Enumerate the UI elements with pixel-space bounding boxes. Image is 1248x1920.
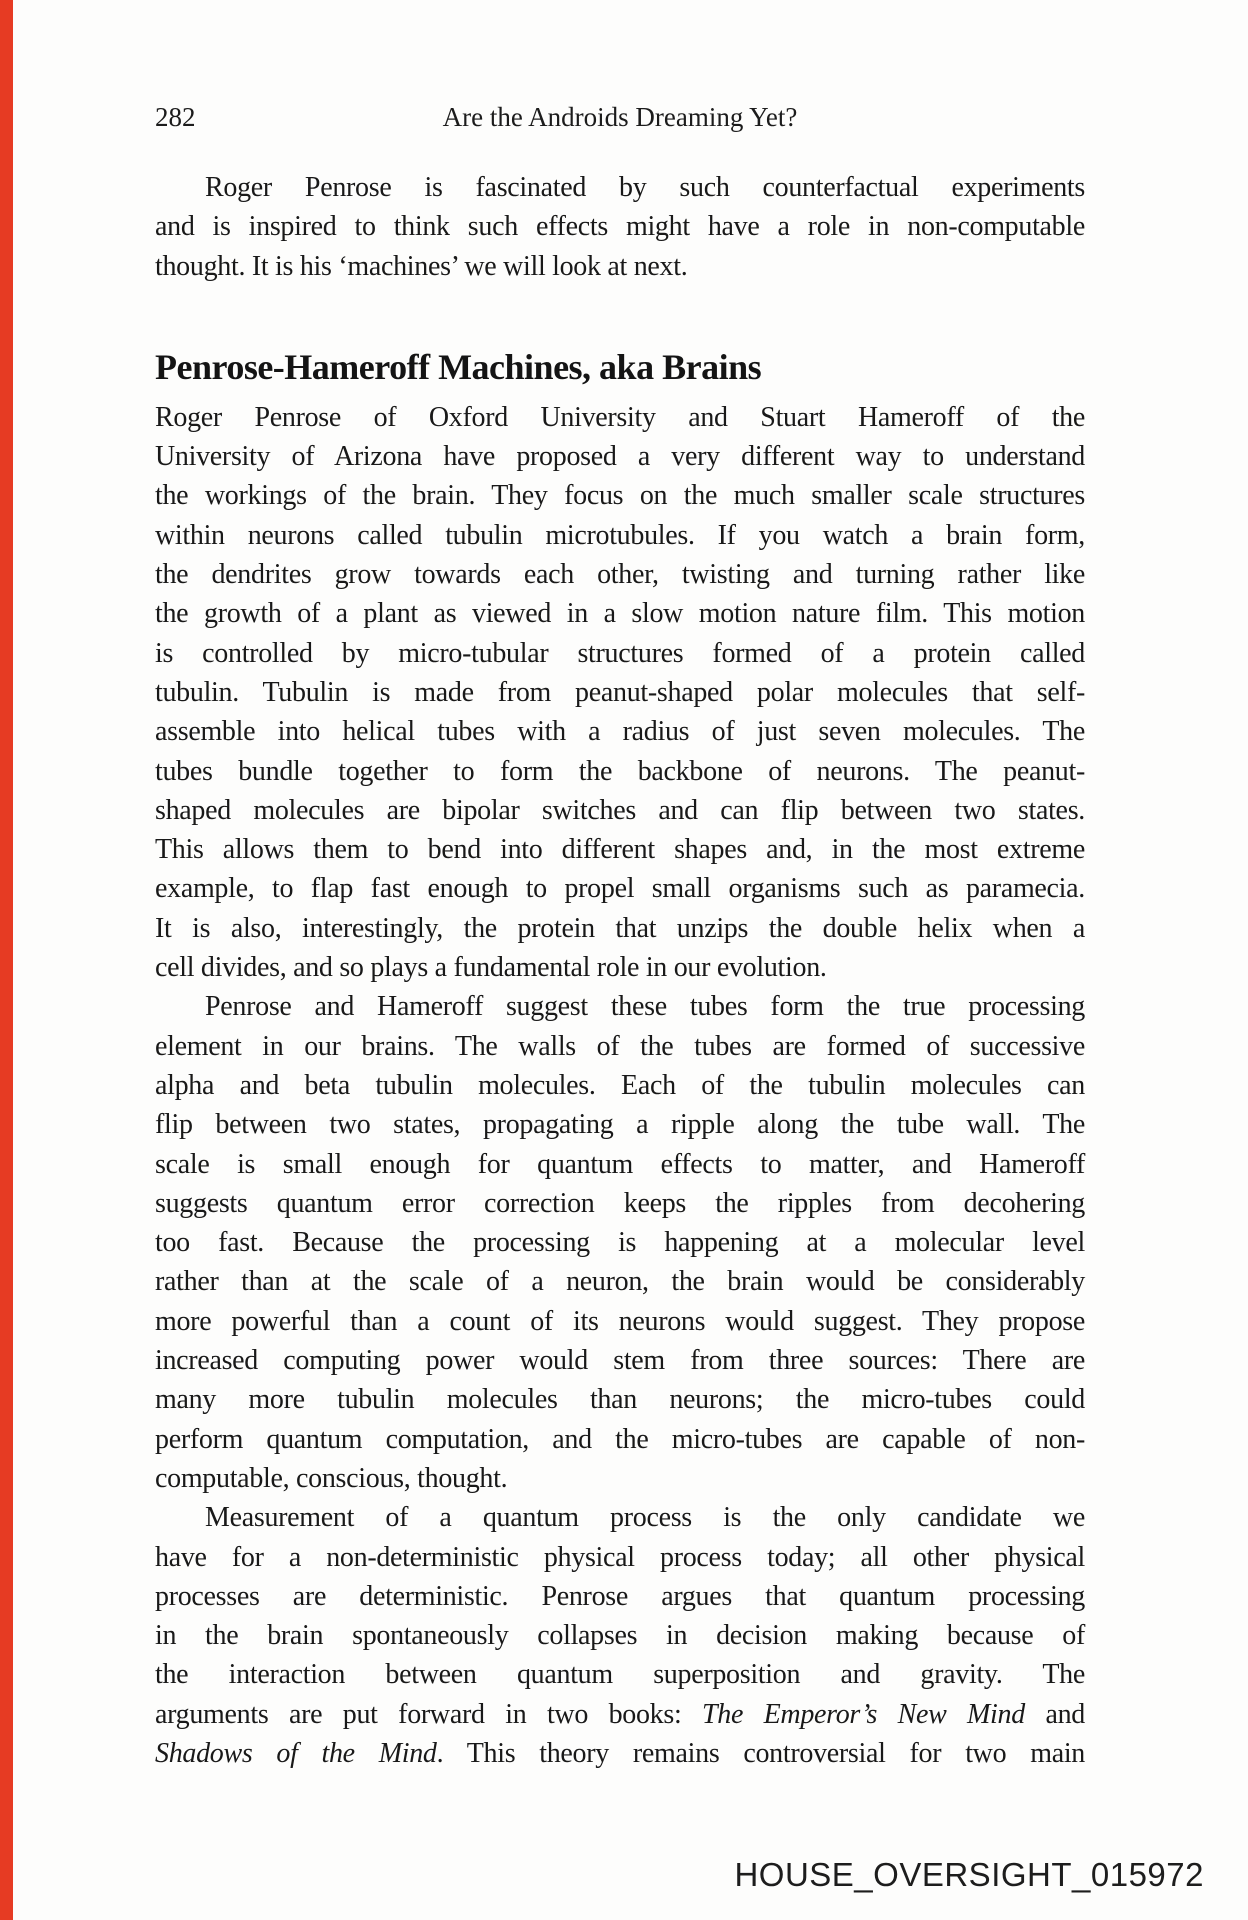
text-line — [155, 1420, 1085, 1459]
text-run: more powerful than a count of its neurons would suggest. They propose — [155, 1305, 1085, 1337]
text-line — [155, 437, 1085, 476]
book-title-italic: Shadows of the Mind — [155, 1737, 437, 1769]
text-run: University of Arizona have proposed a very different way to understand — [155, 441, 1085, 473]
text-line — [155, 1105, 1085, 1144]
text-run: tubes bundle together to form the backbone of neurons. The peanut- — [155, 755, 1085, 787]
text-run: and — [1024, 1698, 1085, 1730]
text-run: cell divides, and so plays a fundamental role in our evolution. — [155, 952, 827, 984]
text-line — [155, 909, 1085, 948]
text-line — [155, 1616, 1085, 1655]
text-run: arguments are put forward in two books: — [155, 1698, 702, 1730]
page-content — [155, 100, 1085, 1773]
text-run: increased computing power would stem from three sources: There are — [155, 1345, 1085, 1377]
text-run: computable, conscious, thought. — [155, 1462, 508, 1494]
text-line — [155, 1066, 1085, 1105]
text-line — [155, 1538, 1085, 1577]
text-line — [155, 1341, 1085, 1380]
text-line — [155, 1145, 1085, 1184]
page-number: 282 — [155, 102, 196, 132]
text-line — [155, 1498, 1085, 1537]
text-run: within neurons called tubulin microtubules. If you watch a brain form, — [155, 519, 1085, 551]
text-run: is controlled by micro-tubular structures formed of a protein called — [155, 637, 1085, 669]
text-line — [155, 555, 1085, 594]
text-run: Roger Penrose of Oxford University and Stuart Hameroff of the — [155, 401, 1085, 433]
text-run: the interaction between quantum superposition and gravity. The — [155, 1659, 1085, 1691]
text-line — [155, 1734, 1085, 1773]
book-title-italic: The Emperor’s New Mind — [701, 1698, 1025, 1730]
text-line — [155, 791, 1085, 830]
text-run: Penrose and Hameroff suggest these tubes form the true processing — [205, 991, 1085, 1023]
text-run: and is inspired to think such effects might have a role in non-computable — [155, 211, 1085, 243]
text-line — [155, 516, 1085, 555]
text-run: shaped molecules are bipolar switches and can flip between two states. — [155, 794, 1085, 826]
text-line — [155, 1459, 1085, 1498]
text-run: too fast. Because the processing is happening at a molecular level — [155, 1227, 1085, 1259]
text-run: the workings of the brain. They focus on the much smaller scale structures — [155, 480, 1085, 512]
text-run: many more tubulin molecules than neurons; the micro-tubes could — [155, 1384, 1085, 1416]
text-run: perform quantum computation, and the micro-tubes are capable of non- — [155, 1423, 1085, 1455]
text-line — [155, 207, 1085, 246]
text-body — [155, 168, 1085, 1773]
text-run: example, to flap fast enough to propel small organisms such as paramecia. — [155, 873, 1085, 905]
text-line — [155, 1184, 1085, 1223]
text-line — [155, 1223, 1085, 1262]
text-run: rather than at the scale of a neuron, the brain would be considerably — [155, 1266, 1085, 1298]
text-line — [155, 1695, 1085, 1734]
text-run: scale is small enough for quantum effects to matter, and Hameroff — [155, 1148, 1085, 1180]
text-run: Measurement of a quantum process is the only candidate we — [205, 1502, 1085, 1534]
text-line — [155, 594, 1085, 633]
text-line — [155, 476, 1085, 515]
text-line — [155, 247, 1085, 286]
text-line — [155, 869, 1085, 908]
text-run: This allows them to bend into different shapes and, in the most extreme — [155, 834, 1085, 866]
text-line — [155, 1577, 1085, 1616]
text-run: in the brain spontaneously collapses in decision making because of — [155, 1620, 1085, 1652]
scan-edge-stripe — [0, 0, 13, 1920]
text-run: processes are deterministic. Penrose argues that quantum processing — [155, 1580, 1085, 1612]
text-line — [155, 948, 1085, 987]
text-run: the growth of a plant as viewed in a slow motion nature film. This motion — [155, 598, 1085, 630]
text-line — [155, 1262, 1085, 1301]
text-run: thought. It is his ‘machines’ we will look at next. — [155, 250, 688, 282]
text-run: suggests quantum error correction keeps the ripples from decohering — [155, 1187, 1085, 1219]
text-line — [155, 987, 1085, 1026]
text-line — [155, 1655, 1085, 1694]
text-line — [155, 168, 1085, 207]
text-line — [155, 673, 1085, 712]
text-line — [155, 1027, 1085, 1066]
section-heading: Penrose-Hameroff Machines, aka Brains — [155, 346, 762, 387]
text-run: tubulin. Tubulin is made from peanut-shaped polar molecules that self- — [155, 676, 1085, 708]
text-line — [155, 1302, 1085, 1341]
text-line — [155, 830, 1085, 869]
text-run: have for a non-deterministic physical process today; all other physical — [155, 1541, 1085, 1573]
text-run: Roger Penrose is fascinated by such counterfactual experiments — [205, 172, 1085, 203]
text-line — [155, 398, 1085, 437]
text-run: flip between two states, propagating a ripple along the tube wall. The — [155, 1109, 1085, 1141]
text-run: It is also, interestingly, the protein that unzips the double helix when a — [155, 912, 1085, 944]
text-run: element in our brains. The walls of the tubes are formed of successive — [155, 1030, 1085, 1062]
text-line — [155, 634, 1085, 673]
watermark-stamp: HOUSE_OVERSIGHT_015972 — [734, 1856, 1204, 1893]
text-run: the dendrites grow towards each other, twisting and turning rather like — [155, 559, 1085, 591]
text-run: assemble into helical tubes with a radius of just seven molecules. The — [155, 716, 1085, 748]
running-header — [155, 100, 1085, 134]
text-run: . This theory remains controversial for two main — [436, 1737, 1085, 1769]
text-run: alpha and beta tubulin molecules. Each of the tubulin molecules can — [155, 1069, 1085, 1101]
text-line — [155, 712, 1085, 751]
text-line — [155, 1380, 1085, 1419]
text-line — [155, 752, 1085, 791]
running-title: Are the Androids Dreaming Yet? — [442, 102, 798, 132]
